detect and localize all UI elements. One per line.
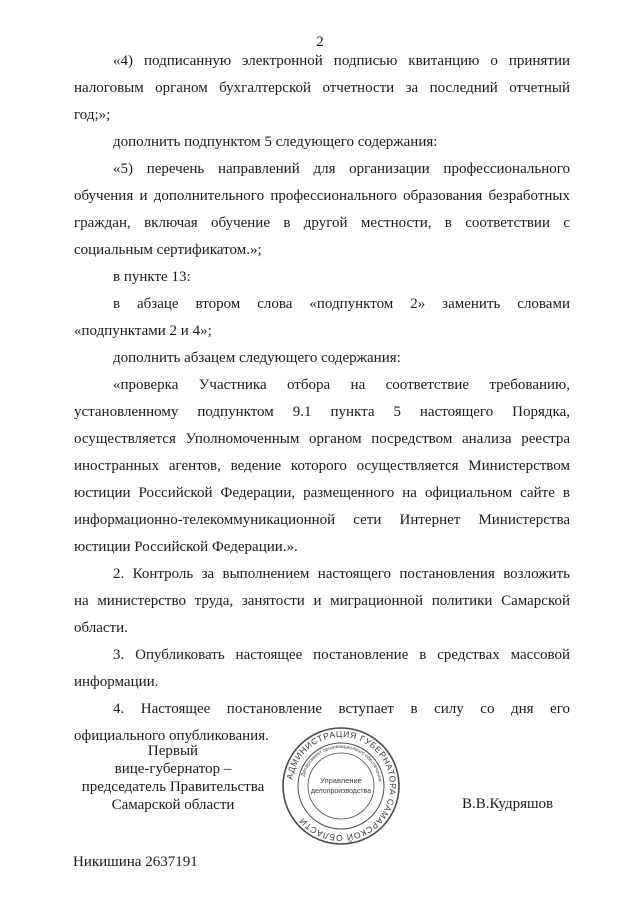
body-line: в пункте 13: — [113, 269, 191, 285]
body-line: «проверка Участника отбора на соответствие требованию, — [113, 377, 570, 393]
body-line: юстиции Российской Федерации, размещенного на официальном сайте в — [74, 485, 570, 501]
signer-title-line: председатель Правительства — [81, 779, 265, 795]
body-line: социальным сертификатом.»; — [74, 242, 262, 258]
signer-name: В.В.Кудряшов — [462, 796, 554, 812]
body-line: «5) перечень направлений для организации профессионального — [113, 161, 570, 177]
body-line: установленному подпунктом 9.1 пункта 5 настоящего Порядка, — [74, 404, 570, 420]
body-line: в абзаце втором слова «подпунктом 2» заменить словами — [113, 296, 570, 312]
signer-title-line: Самарской области — [111, 797, 235, 813]
official-stamp — [280, 725, 402, 847]
body-line: области. — [74, 620, 128, 636]
body-line: на министерство труда, занятости и миграционной политики Самарской — [74, 593, 570, 609]
svg-text:делопроизводства: делопроизводства — [310, 788, 372, 795]
body-line: обучения и дополнительного профессионального образования безработных — [74, 188, 570, 204]
body-line: 4. Настоящее постановление вступает в силу со дня его — [113, 701, 570, 717]
signer-title-line: Первый — [147, 743, 199, 759]
body-line: 2. Контроль за выполнением настоящего постановления возложить — [113, 566, 570, 582]
page-number: 2 — [316, 34, 324, 50]
body-line: дополнить подпунктом 5 следующего содержания: — [113, 134, 438, 150]
body-line: официального опубликования. — [74, 728, 269, 744]
body-line: информации. — [74, 674, 159, 690]
body-line: «4) подписанную электронной подписью квитанцию о принятии — [113, 53, 570, 69]
body-line: год;»; — [74, 107, 111, 123]
body-line: дополнить абзацем следующего содержания: — [113, 350, 401, 366]
body-line: 3. Опубликовать настоящее постановление в средствах массовой — [113, 647, 570, 663]
body-line: граждан, включая обучение в другой местности, в соответствии с — [74, 215, 570, 231]
svg-text:Департамент организационного о: Департамент организационного обеспечения — [300, 743, 383, 782]
signer-title-line: вице-губернатор – — [114, 761, 232, 777]
executor-footer: Никишина 2637191 — [73, 854, 198, 870]
body-line: юстиции Российской Федерации.». — [74, 539, 298, 555]
body-line: налоговым органом бухгалтерской отчетности за последний отчетный — [74, 80, 570, 96]
body-line: информационно-телекоммуникационной сети Интернет Министерства — [74, 512, 570, 528]
svg-text:АДМИНИСТРАЦИЯ ГУБЕРНАТОРА САМА: АДМИНИСТРАЦИЯ ГУБЕРНАТОРА САМАРСКОЙ ОБЛАСТИ — [284, 728, 399, 844]
body-line: «подпунктами 2 и 4»; — [74, 323, 212, 339]
body-line: осуществляется Уполномоченным органом посредством анализа реестра — [74, 431, 570, 447]
svg-text:Управление: Управление — [320, 776, 362, 785]
body-line: иностранных агентов, ведение которого осуществляется Министерством — [74, 458, 570, 474]
